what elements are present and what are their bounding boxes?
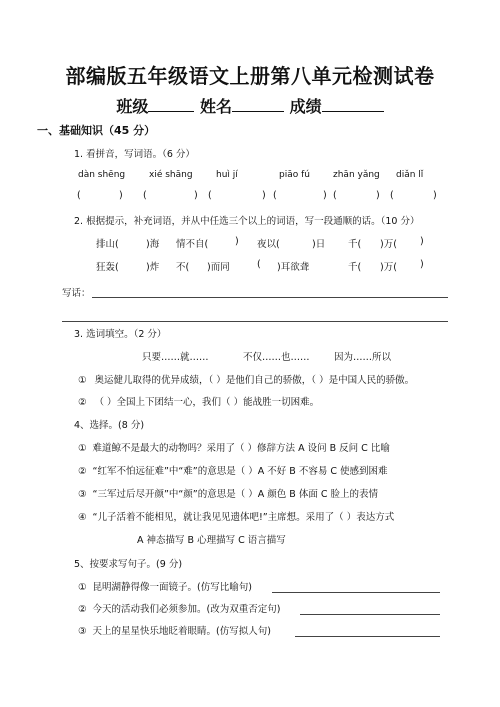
q4-item-1-num: ① — [78, 443, 87, 454]
q3-option-2: 不仅……也…… — [243, 352, 310, 363]
q2-write-label: 写话： — [62, 288, 91, 299]
q3-item-2-text: （ ）全国上下团结一心，我们（ ）能战胜一切困难。 — [94, 397, 320, 408]
q1-answer-2-close: ) — [194, 190, 198, 201]
q3-item-2-num: ② — [78, 397, 87, 408]
q5-item-1-num: ① — [78, 582, 87, 593]
q3-prompt: 3. 选词填空。（2 分） — [74, 329, 167, 340]
q1-pinyin-5: zhān yǎng — [333, 170, 380, 180]
score-blank[interactable] — [322, 97, 384, 112]
q2-word-7a: ( — [257, 259, 261, 270]
q2-word-5a: 狂轰( — [96, 262, 119, 273]
q1-answer-2-open[interactable]: ( — [143, 190, 147, 201]
name-blank[interactable] — [232, 97, 284, 112]
q3-option-1: 只要……就…… — [142, 352, 209, 363]
q4-item-4-num: ④ — [78, 512, 87, 523]
q1-answer-3-open[interactable]: ( — [208, 190, 212, 201]
q2-word-8c: ) — [420, 259, 424, 270]
q2-word-1a: 排山( — [96, 239, 119, 250]
q2-word-3b: )日 — [312, 239, 326, 250]
q1-answer-6-open[interactable]: ( — [390, 190, 394, 201]
q5-item-1 — [78, 579, 252, 593]
q4-item-2-text: “红军不怕远征难”中“难”的意思是（ ）A 不好 B 不容易 C 使感到困难 — [92, 466, 388, 477]
q2-word-7b: )耳欲聋 — [277, 262, 310, 273]
q1-answer-1-close: ) — [119, 190, 123, 201]
q4-item-1-text: 难道鲸不是最大的动物吗？采用了（ ）修辞方法 A 设问 B 反问 C 比喻 — [92, 443, 390, 454]
q4-item-1 — [78, 440, 390, 454]
q5-item-2 — [78, 601, 280, 615]
q4-item-2-num: ② — [78, 466, 87, 477]
q3-option-3: 因为……所以 — [334, 352, 392, 363]
q2-prompt: 2. 根据提示，补充词语，并从中任选三个以上的词语，写一段通顺的话。（10 分） — [74, 216, 420, 227]
q5-item-1-text: 昆明湖静得像一面镜子。(仿写比喻句) — [92, 582, 252, 593]
class-label: 班级 — [116, 97, 149, 116]
q4-item-4 — [78, 509, 394, 523]
q2-word-2a: 情不自( — [176, 239, 209, 250]
q1-pinyin-4: piāo fú — [279, 170, 310, 180]
q5-item-2-num: ② — [78, 604, 87, 615]
q2-word-1b: )海 — [146, 239, 160, 250]
q4-item-3 — [78, 486, 378, 500]
page-title: 部编版五年级语文上册第八单元检测试卷 — [65, 64, 435, 88]
q1-pinyin-6: diǎn lǐ — [396, 170, 424, 180]
q5-answer-line-3[interactable] — [295, 636, 440, 637]
q2-word-4b: )万( — [380, 239, 397, 250]
q5-item-3-text: 天上的星星快乐地眨着眼睛。(仿写拟人句) — [92, 626, 271, 637]
q3-item-1 — [78, 372, 414, 386]
q1-prompt: 1. 看拼音，写词语。（6 分） — [74, 149, 195, 160]
q5-answer-line-1[interactable] — [272, 592, 440, 593]
q1-pinyin-3: huì jí — [216, 170, 238, 180]
q5-answer-line-2[interactable] — [300, 614, 440, 615]
q2-word-4a: 千( — [348, 239, 362, 250]
q3-item-2 — [78, 394, 319, 408]
q1-answer-4-open[interactable]: ( — [273, 190, 277, 201]
q2-word-6a: 不( — [176, 262, 190, 273]
q1-pinyin-2: xié shāng — [149, 170, 193, 180]
q2-word-5b: )炸 — [146, 262, 160, 273]
class-blank[interactable] — [148, 97, 194, 112]
q4-item-4-text: “儿子活着不能相见，就让我见见遗体吧!”主席想。采用了（ ）表达方式 — [92, 512, 395, 523]
q4-item-2 — [78, 463, 388, 477]
q1-answer-4-close: ) — [323, 190, 327, 201]
q4-item-4-choices: A 神态描写 B 心理描写 C 语言描写 — [137, 535, 286, 546]
q5-prompt: 5、按要求写句子。(9 分) — [74, 559, 183, 570]
q5-item-3 — [78, 623, 271, 637]
q1-pinyin-1: dàn shēng — [78, 170, 126, 180]
student-info-row — [0, 94, 500, 117]
q5-item-2-text: 今天的活动我们必须参加。(改为双重否定句) — [92, 604, 281, 615]
q2-word-4c: ) — [420, 236, 424, 247]
q4-item-3-text: “三军过后尽开颜”中“颜”的意思是（ ）A 颜色 B 体面 C 脸上的表情 — [92, 489, 378, 500]
q2-word-6b: )而同 — [207, 262, 230, 273]
q2-word-8b: )万( — [380, 262, 397, 273]
section-heading: 一、基础知识（45 分） — [37, 124, 156, 137]
q4-item-3-num: ③ — [78, 489, 87, 500]
q3-item-1-num: ① — [78, 375, 87, 386]
q4-prompt: 4、选择。(8 分) — [74, 420, 145, 431]
q2-write-line-1[interactable] — [92, 297, 448, 298]
score-label: 成绩 — [289, 97, 322, 116]
q1-answer-1-open[interactable]: ( — [77, 190, 81, 201]
q2-word-3a: 夜以( — [257, 239, 280, 250]
q2-word-8a: 千( — [348, 262, 362, 273]
q1-answer-3-close: ) — [262, 190, 266, 201]
q1-answer-5-close: ) — [376, 190, 380, 201]
q1-answer-6-close: ) — [433, 190, 437, 201]
q1-answer-5-open[interactable]: ( — [333, 190, 337, 201]
q5-item-3-num: ③ — [78, 626, 87, 637]
q3-item-1-text: 奥运健儿取得的优异成绩，（ ）是他们自己的骄傲，（ ）是中国人民的骄傲。 — [94, 375, 415, 386]
q2-write-line-2[interactable] — [62, 321, 448, 322]
q2-word-2b: ) — [235, 236, 239, 247]
name-label: 姓名 — [199, 97, 232, 116]
